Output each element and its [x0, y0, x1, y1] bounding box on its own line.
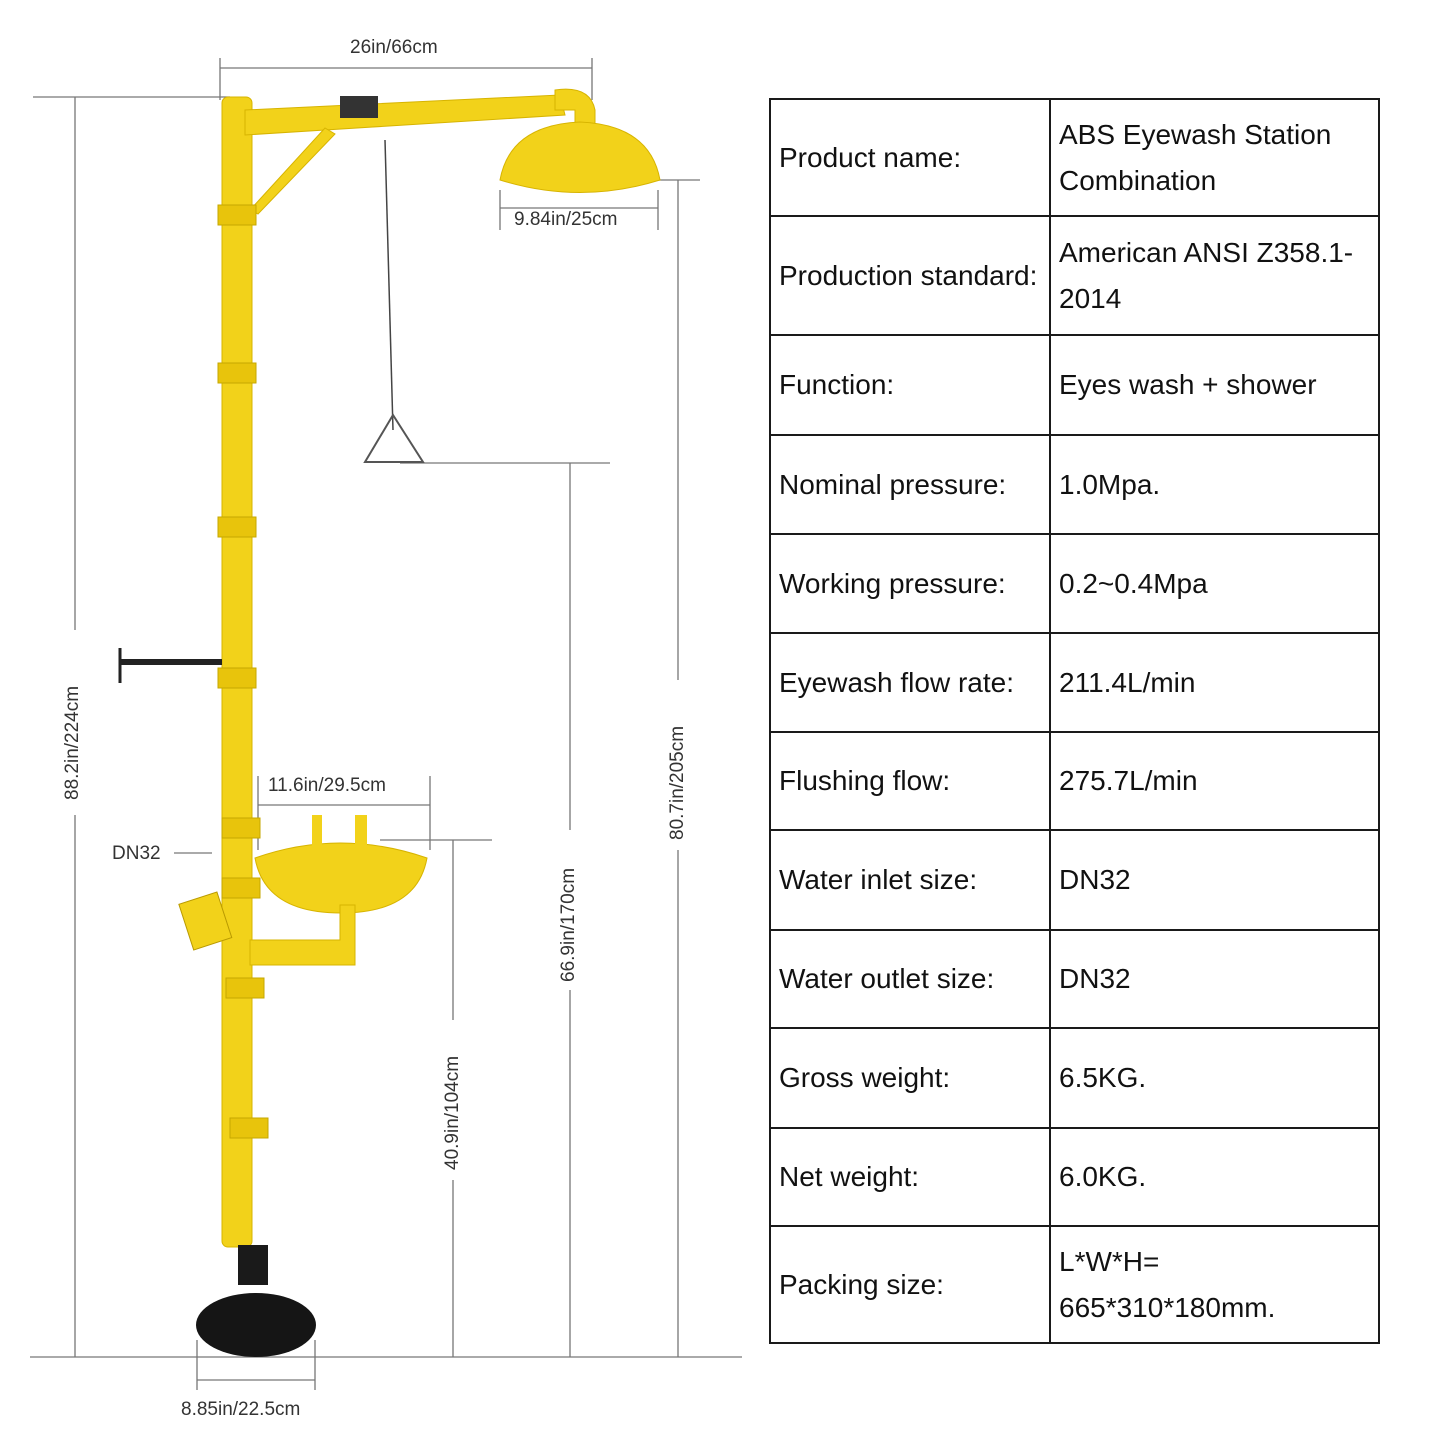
table-row: [770, 216, 1379, 335]
spec-label: Production standard:: [770, 216, 1050, 335]
spec-label: Net weight:: [770, 1128, 1050, 1226]
table-row: [770, 1128, 1379, 1226]
spec-label: Flushing flow:: [770, 732, 1050, 830]
spec-label: Water outlet size:: [770, 930, 1050, 1028]
specification-table: [769, 98, 1380, 1344]
spec-value: ABS Eyewash Station Combination: [1050, 99, 1379, 216]
spec-label: Working pressure:: [770, 534, 1050, 633]
spec-value: 211.4L/min: [1050, 633, 1379, 732]
table-row: [770, 1028, 1379, 1128]
table-row: [770, 534, 1379, 633]
spec-label: Packing size:: [770, 1226, 1050, 1343]
spec-value: 6.0KG.: [1050, 1128, 1379, 1226]
spec-label: Product name:: [770, 99, 1050, 216]
spec-label: Nominal pressure:: [770, 435, 1050, 534]
table-row: [770, 633, 1379, 732]
table-row: [770, 99, 1379, 216]
bowl-height-label: 40.9in/104cm: [442, 1055, 463, 1170]
total-height-label: 88.2in/224cm: [62, 685, 83, 800]
spec-label: Eyewash flow rate:: [770, 633, 1050, 732]
bowl-width-label: 11.6in/29.5cm: [268, 775, 386, 796]
spec-value: L*W*H= 665*310*180mm.: [1050, 1226, 1379, 1343]
dimension-lines: [30, 58, 742, 1390]
spec-value: American ANSI Z358.1-2014: [1050, 216, 1379, 335]
spec-label: Function:: [770, 335, 1050, 435]
pull-handle-height-label: 66.9in/170cm: [558, 867, 579, 982]
table-row: [770, 1226, 1379, 1343]
table-row: [770, 435, 1379, 534]
table-row: [770, 732, 1379, 830]
spec-label: Gross weight:: [770, 1028, 1050, 1128]
inlet-size-label: DN32: [112, 843, 161, 864]
spec-value: 1.0Mpa.: [1050, 435, 1379, 534]
spec-label: Water inlet size:: [770, 830, 1050, 930]
table-row: [770, 930, 1379, 1028]
spec-value: DN32: [1050, 930, 1379, 1028]
table-row: [770, 335, 1379, 435]
table-row: [770, 830, 1379, 930]
spec-value: Eyes wash + shower: [1050, 335, 1379, 435]
shower-head-diameter-label: 9.84in/25cm: [514, 209, 618, 230]
arm-width-label: 26in/66cm: [350, 37, 438, 58]
station-body: [120, 89, 660, 1357]
base-diameter-label: 8.85in/22.5cm: [181, 1399, 301, 1420]
spec-value: 0.2~0.4Mpa: [1050, 534, 1379, 633]
spec-value: 6.5KG.: [1050, 1028, 1379, 1128]
spec-value: 275.7L/min: [1050, 732, 1379, 830]
shower-head-height-label: 80.7in/205cm: [667, 725, 688, 840]
spec-value: DN32: [1050, 830, 1379, 930]
